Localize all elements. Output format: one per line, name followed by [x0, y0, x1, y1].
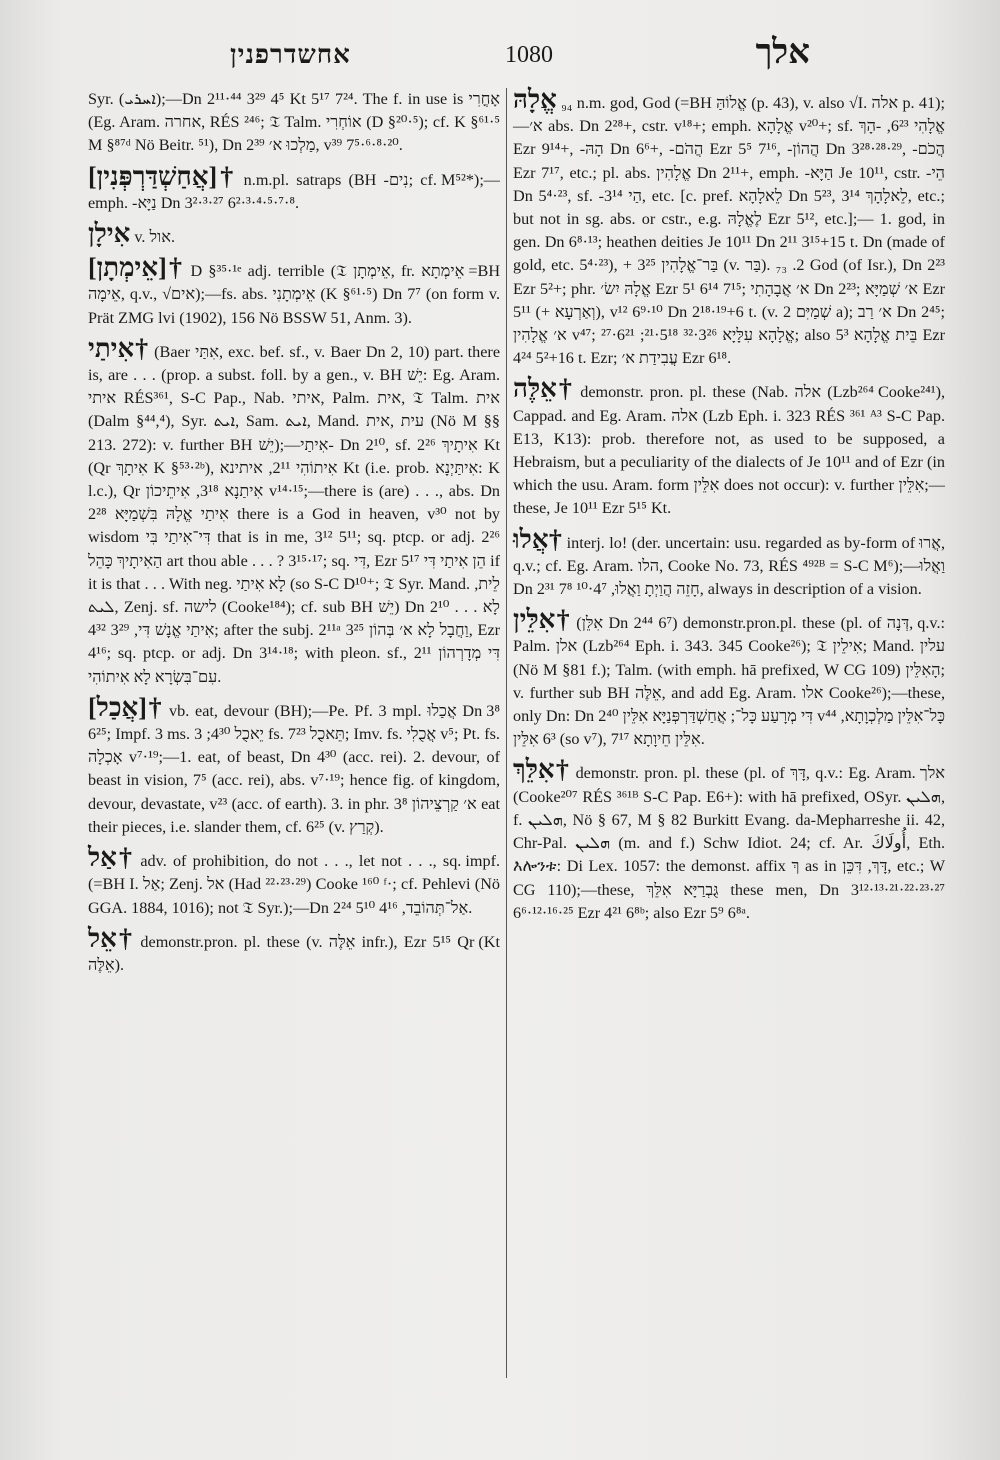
entry-headword: †אֵל [88, 923, 135, 953]
entry-headword: †אַל [88, 843, 135, 873]
entry-text: adv. of prohibition, do not . . ., let not . . ., sq. impf. (=BH I. אַל; Zenj. אל (Had ²²·²³·²⁹) Cooke ¹⁶⁰ ᶠ·; cf. Pehlevi (Nö GGA. 1884, 1016); not 𝔗 Syr.);—Dn 2²⁴ אַל־תְּהוֹבֵד, 4¹⁶ 5¹⁰. [88, 852, 501, 917]
entry-paragraph [513, 374, 946, 520]
entry-text: demonstr. pron. pl. these (Nab. אלה (Lzb²⁶⁴ Cooke²⁴¹), Cappad. and Eg. Aram. אלה (Lzb Eph. i. 323 RÉS ³⁶¹ ᴬ³ S-C Pap. E13, K13): prob. therefore not, as used to be supposed, a Hebraism, but a peculiarity of the dialects of Je 10¹¹ and of Ezr (in which the usu. Aram. form אִלֵּין does not occur): v. further אִלֵּין;—these, Je 10¹¹ Ezr 5¹⁵ Kt. [513, 383, 946, 518]
dictionary-entry-lo [513, 524, 945, 602]
dictionary-entry-these-illen [513, 605, 946, 751]
entry-paragraph [88, 219, 500, 249]
dictionary-entry-ilan [88, 219, 500, 249]
entry-text: vb. eat, devour (BH);—Pe. Pf. 3 mpl. אֲכַלוּ Dn 3⁸ 6²⁵; Impf. 3 ms. יֵאכֻל 4³⁰; 3 fs. תֵּאכֻל 7²³; Imv. fs. אֲכֻלִי v⁵; Pt. fs. אָכְלָה v⁷·¹⁹;—1. eat, of beast, Dn 4³⁰ (acc. rei). 2. devour, of beast in vision, 7⁵ (acc. rei), abs. v⁷·¹⁹; hence fig. of kingdom, devour, devastate, v²³ (acc. of earth). 3. in phr. א׳ קַרְצֵיהוֹן 3⁸ eat their pieces, i.e. slander them, cf. 6²⁵ (v. קְרַץ). [88, 701, 500, 836]
entry-paragraph [88, 88, 500, 158]
header-right-guide-word: אלך [755, 34, 810, 71]
dictionary-entry-there-is [88, 333, 501, 689]
entry-paragraph [88, 692, 500, 839]
dictionary-entry-these-el [88, 923, 500, 977]
entry-text: demonstr.pron. pl. these (v. אֵלֶּה infr.), Ezr 5¹⁵ Qr (Kt אֵלֶּה). [88, 932, 500, 974]
entry-text: ₉₄ n.m. god, God (=BH אֱלוֹהַּ (p. 43), v. also √I. אלה p. 41);—א׳ abs. Dn 2²⁸+, cstr. v¹⁸+; emph. אֱלָהָא v²⁰+; sf. אֱלָהִי 6²³, -הָךְ Ezr 9¹⁴+, -הָהּ Dn 6⁶+, -הֲהֹם Ezr 5⁵ 7¹⁶, -הֲהוֹן Dn 3²⁸·²⁸·²⁹, -הֲכֹם Ezr 7¹⁷, etc.; pl. abs. אֱלָהִין Dn 2¹¹+, emph. -הַיָּא Je 10¹¹, cstr. -הֵי Dn 5⁴·²³, sf. -הַי 3¹⁴, etc. [c. pref. לֵאלָהָא Dn 5²³, לֵאלָהָךְ 3¹⁴, etc.; but not in sg. abs. or cstr., e.g. לֶאֱלָהּ Ezr 5¹², etc.];— 1. god, in gen. Dn 6⁸·¹³; heathen deities Je 10¹¹ Dn 2¹¹ 3¹⁵+15 t. Dn (made of gold, etc. 5⁴·²³), + בַּר־אֱלָהִין 3²⁵ (v. בַּר). 2. ₇₃ God (of Isr.), Dn 2²³ Ezr 5²+; phr. אֱלָהּ יִשׂ׳ Ezr 5¹ 6¹⁴ 7¹⁵; א׳ אֲבָהָתִי Dn 2²³; א׳ שְׁמַיָּא Ezr 5¹¹ (+ וְאַרְעָא), v¹² 6⁹·¹⁰ Dn 2¹⁸·¹⁹+6 t. (v. שְׁמַיִּם 2 a); א׳ רַב Dn 2⁴⁵; א׳ אֱלָהִין v⁴⁷; אֱלָהָא עִלָּיָא 3²⁶·³² 5¹⁸·²¹; 6²¹·²⁷; also בֵּית אֱלָהָא 5³ Ezr 4²⁴ 5²+16 t. Ezr; עֲבִידַת א׳ Ezr 6¹⁸. [513, 94, 946, 368]
entry-text: v. אול. [134, 228, 175, 247]
entry-text: (Baer אִתַּי, exc. bef. sf., v. Baer Dn 2, 10) part. there is, are . . . (prop. a subst. foll. by a gen., v. BH יֵשׁ: Eg. Aram. איתי RÉS³⁶¹, S-C Pap., Nab. איתי, Palm. אית, 𝔗 Talm. אית (Dalm §⁴⁴,⁴), Syr. ܐܝܬ, Sam. ܐܝܬ, Mand. עית ,אית (Nö M §§ 213. 272): v. further BH יֵשׁ);—אִיתַי- Dn 2¹⁰, sf. אִיתָיךְ 2²⁶ Kt (Qr אִיתָךְ K §⁵³·²ᵇ), אִיתוֹהִי 2¹¹, איתינא Kt (i.e. prob. אִיתַּיְנָא: K l.c.), Qr אִיתַנָא 3¹⁸, אִיתֵיכוֹן v¹⁴·¹⁵;—there is (are) . . ., abs. Dn 2²⁸ אִיתַי אֱלָהּ בִּשְׁמַיָּא there is a God in heaven, v³⁰ not by wisdom דִּי־אִיתַי בִּי that is in me, 3¹² 5¹¹; sq. ptcp. or adj. 2²⁶ הַאִיתָיךְ כָּהֵל art thou able . . . ? 3¹⁵·¹⁷; sq. דִּי, Ezr 5¹⁷ הֵן אִיתַי דִּי if it is that . . . With neg. לָא אִיתַי (so S-C D¹⁰⁺; 𝔗 Syr. Mand. לֵית, ܠܝܬ, Zenj. sf. לישה (Cooke¹⁸⁴); cf. sub BH יֵשׁ) Dn 2¹⁰ . . . לָא אִיתַי אֱנָשׁ דִּי, 3²⁹ 4³²; after the subj. 2¹¹ᵃ 3²⁵ וַחֲבָל לָא א׳ בְּהוֹן, Ezr 4¹⁶; sq. ptcp. or adj. Dn 3¹⁴·¹⁸; with pleon. sf., 2¹¹ דִּי מְדָרְהוֹן עִם־בִּשְׂרָא לָא אִיתוֹהִי. [88, 342, 501, 686]
dictionary-entry-cont [88, 88, 500, 158]
entry-headword: אִילָן [88, 219, 131, 249]
entry-paragraph [513, 524, 945, 602]
entry-headword: †אֲלוּ [513, 524, 563, 554]
entry-text: D §³⁵·¹ᵉ adj. terrible (𝔗 אֵימְתָן, fr. אֵימְתָא =BH אֵימָה, q.v., √אים);—fs. abs. אֵימְתָנִי (K §⁶¹·⁵) Dn 7⁷ (on form v. Prät ZMG lvi (1902), 156 Nö BSSW 51, Anm. 3). [88, 262, 501, 327]
entry-text: n.m.pl. satraps (BH -נִים; cf. M⁵²*);—emph. -נַיָּא Dn 3²·³·²⁷ 6²·³·⁴·⁵·⁷·⁸. [88, 170, 500, 212]
header-left-guide-word: אחשדרפנין [230, 40, 351, 69]
running-header [80, 34, 950, 84]
entry-headword: †אֵלֶּה [513, 374, 575, 404]
dictionary-entry-satraps [88, 161, 500, 215]
right-column [513, 85, 946, 932]
entry-paragraph [88, 333, 501, 689]
entry-paragraph [88, 923, 500, 977]
entry-text: Syr. (ܐܚܪܝ);—Dn 2¹¹·⁴⁴ 3²⁹ 4⁵ Kt 5¹⁷ 7²⁴. The f. in use is אָחֳרִי (Eg. Aram. אחרה, RÉS ²⁴⁶; 𝔗 Talm. אוֹחְרִי (D §²⁰·⁵); cf. K §⁶¹·⁵ M §⁸⁷ᵈ Nö Beitr. ⁵¹), Dn 2³⁹ מַלְכוּ א׳, v³⁹ 7⁵·⁶·⁸·²⁰. [88, 90, 501, 155]
entry-text: interj. lo! (der. uncertain: usu. regarded as by-form of אֲרוּ, q.v.; cf. Eg. Aram. הלו, Cooke No. 73, RÉS ⁴⁹²ᴮ = S-C M⁶);—וַאֲלוּ Dn 2³¹ חָזֵה הֲוַיְתָ וַאֲלוּ, 4⁷·¹⁰ 7⁸, always in description of a vision. [513, 533, 945, 599]
entry-paragraph [88, 843, 501, 920]
entry-text: demonstr. pron. pl. these (pl. of דָּךְ, q.v.: Eg. Aram. אלך (Cooke²⁰⁷ RÉS ³⁶¹ᴮ S-C Pap. E6+): with hā prefixed, OSyr. ܗܠܝܢ, f. ܗܠܝܢ, Nö § 67, M § 82 Burkitt Evang. da-Mepharreshe ii. 42, Chr-Pal. ܗܠܝܢ (m. and f.) Schw Idiot. 24; cf. Ar. أُولَاكَ, Eth. እሎንቱ: Di Lex. 1057: the demonst. affix ךְ as in דָּךְ, דִּכֵּן, etc.; W CG 110);—these, גֻּבְרַיָּא אִלֵּךְ these men, Dn 3¹²·¹³·²¹·²²·²³·²⁷ 6⁶·¹²·¹⁶·²⁵ Ezr 4²¹ 6⁸ᵇ; also Ezr 5⁹ 6⁸ᵃ. [513, 764, 946, 922]
dictionary-entry-terrible [88, 253, 501, 330]
entry-headword: †אִיתַי [88, 333, 150, 363]
dictionary-entry-eat [88, 692, 500, 839]
dictionary-entry-god [513, 85, 946, 370]
entry-paragraph [513, 605, 946, 751]
entry-text: (אִלֵּן Dn 2⁴⁴ 6⁷) demonstr.pron.pl. these (pl. of דְּנָה, q.v.: Palm. אלן (Lzb²⁶⁴ Eph. i. 343. 345 Cooke²⁶); 𝔗 אִילֵין; Mand. עלין (Nö M §81 f.); Talm. (with emph. hā prefixed, W CG 109) הָאִלֵּין; v. further sub BH אֵלֶּה, and add Eg. Aram. אלו Cooke²⁶);—these, only Dn: Dn 2⁴⁰ דִּי מְרָעַע כָּל־; אֲחַשְׁדַּרְפְּנַיָּא אִלֵּין v⁴⁴ כָּל־אִלֵּין מַלְכְוָתָא, 6³ אִלֵּין (so v⁷), אִלֵּין חֵיוָתָא 7¹⁷. [513, 614, 946, 749]
dictionary-entry-these-illekh [513, 755, 946, 924]
left-column [88, 88, 500, 984]
entry-paragraph [88, 161, 500, 215]
entry-headword: †אִלֵּין [513, 605, 571, 635]
dictionary-entry-these-elleh [513, 374, 946, 520]
entry-headword: †[אֲחַשְׁדַּרְפְּנִין] [88, 161, 237, 191]
column-divider [506, 88, 507, 1378]
entry-headword: †[אֲכַל] [88, 692, 164, 722]
entry-headword: †אִלֵּךְ [513, 755, 571, 785]
entry-headword: †[אֵימְתָן] [88, 253, 185, 283]
entry-paragraph [88, 253, 501, 330]
entry-paragraph [513, 755, 946, 924]
entry-paragraph [513, 85, 946, 370]
entry-headword: אֱלָהּ [513, 85, 557, 114]
page-number: 1080 [505, 42, 553, 68]
dictionary-entry-prohibition [88, 843, 501, 920]
